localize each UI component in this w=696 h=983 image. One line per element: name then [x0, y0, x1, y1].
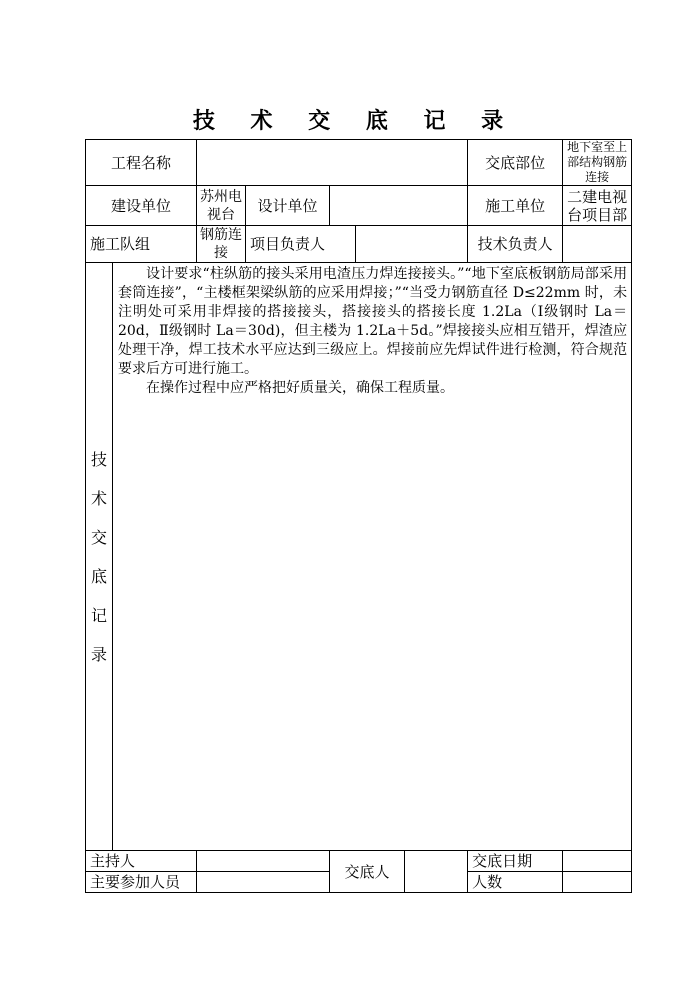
content-paragraph: 设计要求“柱纵筋的接头采用电渣压力焊连接接头。”“地下室底板钢筋局部采用套筒连接”，“主楼框架梁纵筋的应采用焊接；”“当受力钢筋直径 D≤22mm 时，未注明处可采用非焊接的搭接接头，搭接接头的搭接长度 1.2La（Ⅰ级钢时 La＝20d，Ⅱ级钢时 La＝30d)，但主楼为 1.2La＋5d。”焊接接头应相互错开，焊渣应处理干净，焊工技术水平应达到三级应上。焊接前应先焊试件进行检测，符合规范要求后方可进行施工。 [118, 266, 628, 377]
date-value [563, 851, 632, 872]
team-value: 钢筋连接 [197, 226, 246, 263]
tech-lead-value [563, 226, 632, 263]
technical-briefing-table [85, 139, 632, 893]
project-name-value [197, 140, 468, 186]
designer-label: 设计单位 [246, 186, 330, 226]
host-value [197, 851, 330, 872]
project-name-label: 工程名称 [86, 140, 197, 186]
attendees-value [197, 872, 330, 893]
content-paragraph: 在操作过程中应严格把好质量关，确保工程质量。 [146, 380, 454, 396]
contractor-value: 二建电视台项目部 [563, 186, 632, 226]
side-char: 技 [90, 449, 107, 469]
side-label [86, 263, 113, 851]
side-char: 底 [90, 566, 107, 586]
briefing-content [113, 263, 632, 851]
host-label: 主持人 [86, 851, 197, 872]
location-label: 交底部位 [468, 140, 563, 186]
pm-value [356, 226, 468, 263]
designer-value [330, 186, 468, 226]
location-value: 地下室至上部结构钢筋连接 [563, 140, 632, 186]
document-title: 技 术 交 底 记 录 [192, 108, 518, 134]
client-value: 苏州电视台 [197, 186, 246, 226]
contractor-label: 施工单位 [468, 186, 563, 226]
side-char: 记 [90, 605, 107, 625]
count-label: 人数 [468, 872, 563, 893]
attendees-label: 主要参加人员 [86, 872, 197, 893]
date-label: 交底日期 [468, 851, 563, 872]
count-value [563, 872, 632, 893]
side-char: 术 [90, 488, 107, 508]
client-label: 建设单位 [86, 186, 197, 226]
pm-label: 项目负责人 [246, 226, 356, 263]
side-char: 录 [90, 644, 107, 664]
side-char: 交 [90, 527, 107, 547]
presenter-label: 交底人 [330, 851, 405, 893]
presenter-value [405, 851, 468, 893]
tech-lead-label: 技术负责人 [468, 226, 563, 263]
team-label: 施工队组 [86, 226, 197, 263]
